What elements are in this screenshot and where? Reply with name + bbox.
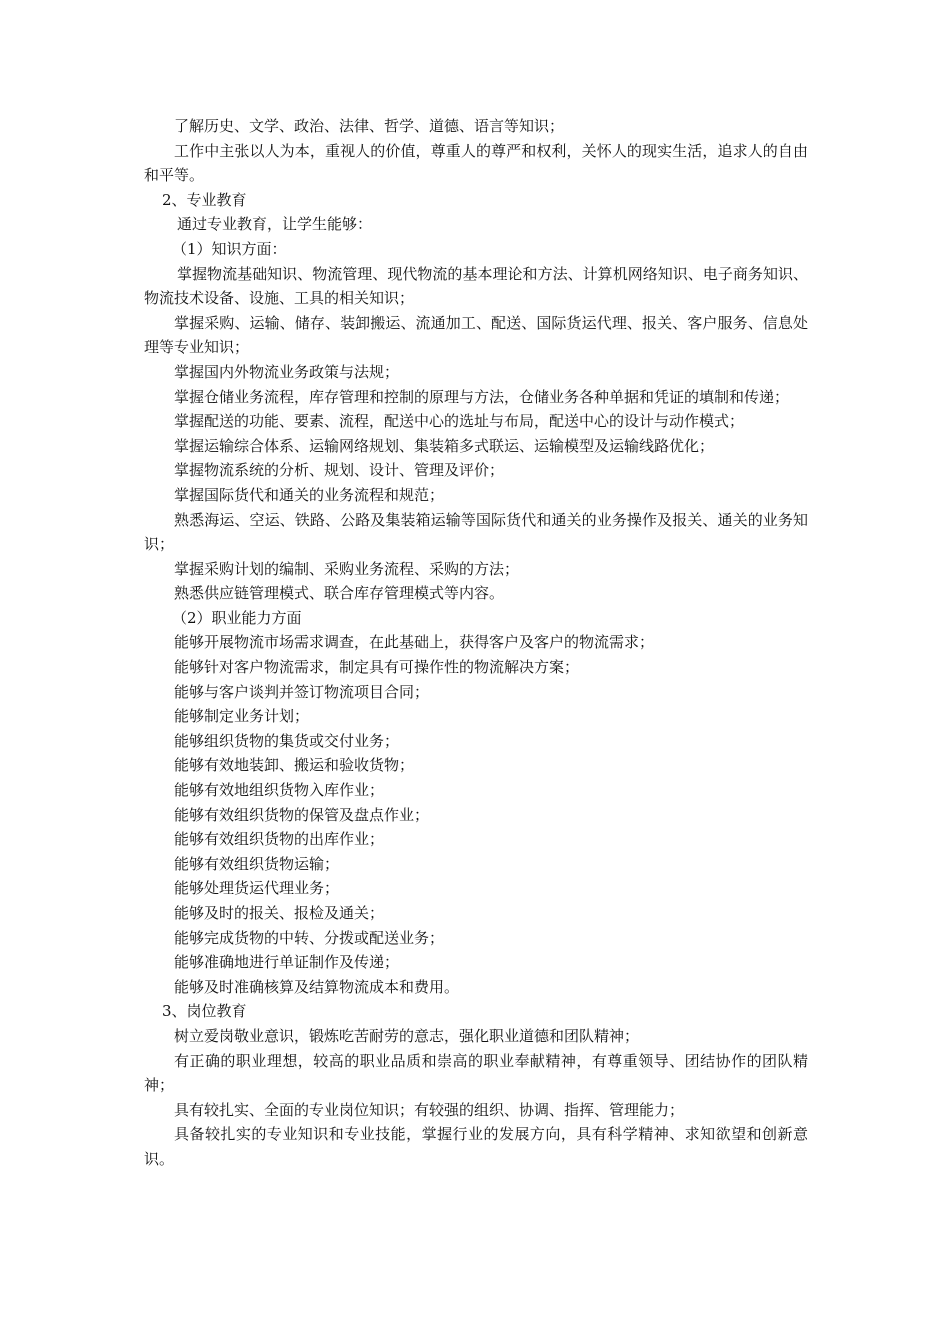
- knowledge-item: 掌握仓储业务流程，库存管理和控制的原理与方法，仓储业务各种单据和凭证的填制和传递；: [174, 387, 790, 406]
- ability-item: 能够组织货物的集货或交付业务；: [174, 731, 400, 750]
- knowledge-item: 掌握物流系统的分析、规划、设计、管理及评价；: [174, 461, 505, 480]
- ability-item: 能够与客户谈判并签订物流项目合同；: [174, 682, 430, 701]
- ability-item: 能够针对客户物流需求，制定具有可操作性的物流解决方案；: [174, 658, 580, 677]
- paragraph: 通过专业教育，让学生能够：: [177, 215, 373, 234]
- paragraph: 了解历史、文学、政治、法律、哲学、道德、语言等知识；: [174, 117, 565, 135]
- document-body: [144, 114, 808, 1172]
- knowledge-item: 掌握采购、运输、储存、装卸搬运、流通加工、配送、国际货运代理、报关、客户服务、信息处理等专业知识；: [144, 313, 808, 357]
- post-item: 具备较扎实的专业知识和专业技能，掌握行业的发展方向，具有科学精神、求知欲望和创新意识。: [144, 1125, 808, 1168]
- knowledge-item: 掌握国内外物流业务政策与法规；: [174, 362, 400, 381]
- ability-item: 能够及时准确核算及结算物流成本和费用。: [174, 977, 460, 996]
- subsection-heading-knowledge: （1）知识方面：: [172, 239, 287, 258]
- post-item: 树立爱岗敬业意识，锻炼吃苦耐劳的意志，强化职业道德和团队精神；: [174, 1026, 640, 1045]
- ability-item: 能够完成货物的中转、分拨或配送业务；: [174, 928, 445, 947]
- section-heading-post-education: 3、岗位教育: [162, 1002, 247, 1021]
- ability-item: 能够及时的报关、报检及通关；: [174, 904, 385, 922]
- ability-item: 能够有效组织货物的出库作业；: [174, 830, 385, 849]
- knowledge-item: 掌握采购计划的编制、采购业务流程、采购的方法；: [174, 559, 520, 578]
- knowledge-item: 熟悉海运、空运、铁路、公路及集装箱运输等国际货代和通关的业务操作及报关、通关的业务知识；: [144, 510, 808, 554]
- post-item: 有正确的职业理想，较高的职业品质和崇高的职业奉献精神，有尊重领导、团结协作的团队精神；: [144, 1051, 808, 1095]
- ability-item: 能够处理货运代理业务；: [174, 879, 340, 898]
- knowledge-item: 掌握配送的功能、要素、流程，配送中心的选址与布局，配送中心的设计与动作模式；: [174, 412, 745, 431]
- ability-item: 能够准确地进行单证制作及传递；: [174, 953, 400, 972]
- subsection-heading-ability: （2）职业能力方面: [172, 608, 302, 627]
- ability-item: 能够有效组织货物的保管及盘点作业；: [174, 805, 430, 824]
- ability-item: 能够有效组织货物运输；: [174, 854, 340, 873]
- ability-item: 能够有效地组织货物入库作业；: [174, 781, 385, 800]
- post-item: 具有较扎实、全面的专业岗位知识；有较强的组织、协调、指挥、管理能力；: [174, 1100, 685, 1119]
- knowledge-item: 掌握物流基础知识、物流管理、现代物流的基本理论和方法、计算机网络知识、电子商务知识、物流技术设备、设施、工具的相关知识；: [144, 264, 808, 308]
- knowledge-item: 熟悉供应链管理模式、联合库存管理模式等内容。: [174, 584, 505, 603]
- section-heading-professional-education: 2、专业教育: [162, 190, 247, 209]
- ability-item: 能够制定业务计划；: [174, 707, 310, 726]
- paragraph: 工作中主张以人为本，重视人的价值，尊重人的尊严和权利，关怀人的现实生活，追求人的自由和平等。: [144, 141, 808, 185]
- ability-item: 能够开展物流市场需求调查，在此基础上，获得客户及客户的物流需求；: [174, 633, 655, 652]
- knowledge-item: 掌握国际货代和通关的业务流程和规范；: [174, 485, 445, 504]
- knowledge-item: 掌握运输综合体系、运输网络规划、集装箱多式联运、运输模型及运输线路优化；: [174, 436, 715, 455]
- ability-item: 能够有效地装卸、搬运和验收货物；: [174, 756, 415, 775]
